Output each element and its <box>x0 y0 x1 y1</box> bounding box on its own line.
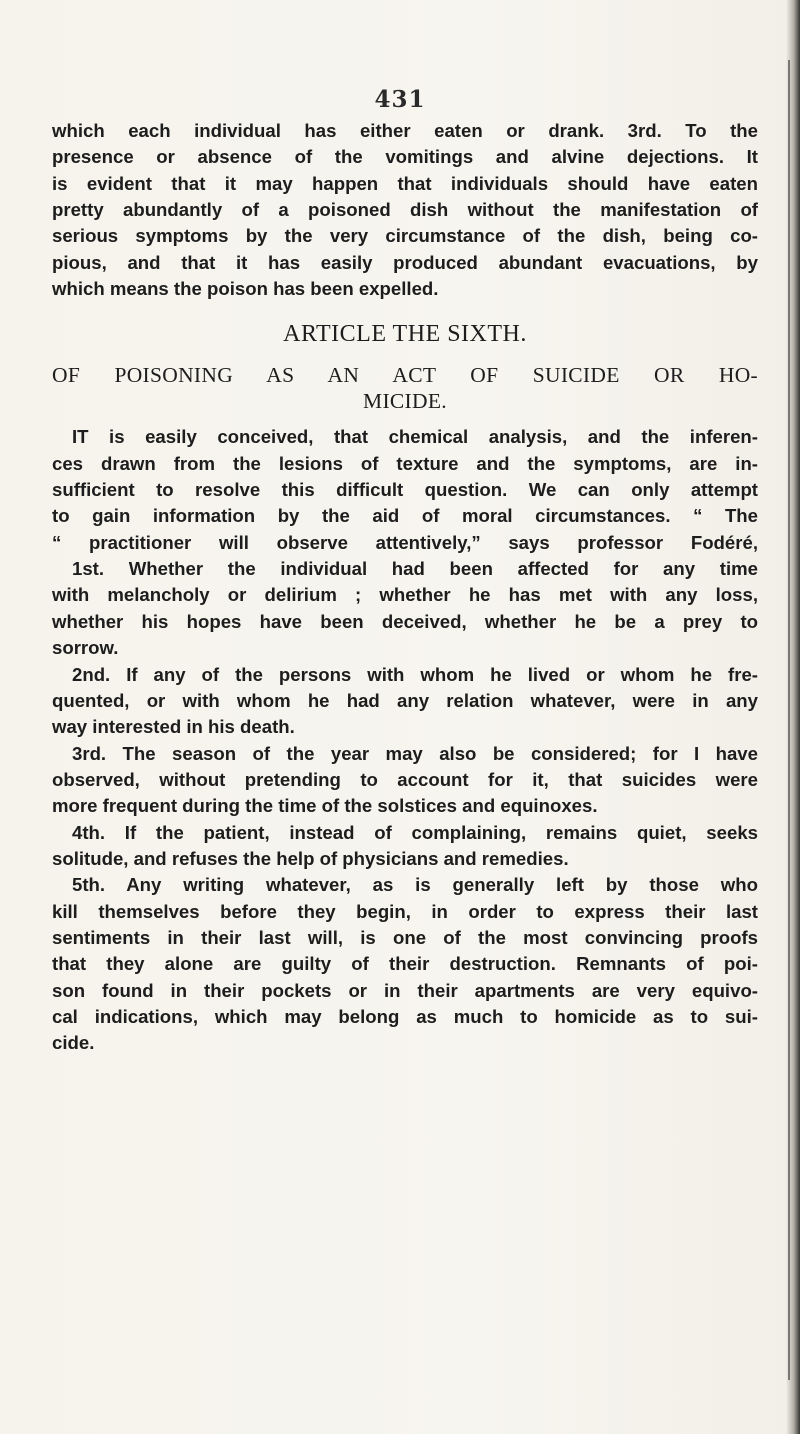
paragraph-5 <box>52 820 758 873</box>
text-line: which means the poison has been expelled. <box>52 278 439 300</box>
page-edge-line <box>788 60 790 1380</box>
text-line: solitude, and refuses the help of physicians and remedies. <box>52 847 569 869</box>
paragraph-2 <box>52 424 758 661</box>
text-line: “ practitioner will observe attentively,” says professor Fodéré, <box>52 531 758 553</box>
section-heading-line: OF POISONING AS AN ACT OF SUICIDE OR HO- <box>52 363 758 388</box>
text-line: cide. <box>52 1032 95 1054</box>
paragraph-1 <box>52 118 758 302</box>
page-number: 431 <box>374 86 426 113</box>
section-heading <box>52 362 758 414</box>
text-line: 5th. Any writing whatever, as is generally left by those who <box>72 874 758 896</box>
text-line: presence or absence of the vomitings and alvine dejections. It <box>52 146 758 168</box>
text-line: son found in their pockets or in their apartments are very equivo- <box>52 979 758 1001</box>
text-line: sufficient to resolve this difficult question. We can only attempt <box>52 479 758 501</box>
paragraph-3 <box>52 662 758 741</box>
text-line: to gain information by the aid of moral circumstances. “ The <box>52 505 758 527</box>
text-line: cal indications, which may belong as much to homicide as to sui- <box>52 1005 758 1027</box>
text-line: 4th. If the patient, instead of complaining, remains quiet, seeks <box>72 821 758 843</box>
text-line: 1st. Whether the individual had been affected for any time <box>72 558 758 580</box>
text-line: pious, and that it has easily produced abundant evacuations, by <box>52 251 758 273</box>
text-line: is evident that it may happen that individuals should have eaten <box>52 172 758 194</box>
page-body <box>52 118 758 1057</box>
text-line: 3rd. The season of the year may also be considered; for I have <box>72 742 758 764</box>
text-line: IT is easily conceived, that chemical analysis, and the inferen- <box>72 426 758 448</box>
text-line: which each individual has either eaten or drank. 3rd. To the <box>52 120 758 141</box>
text-line: with melancholy or delirium ; whether he has met with any loss, <box>52 584 758 606</box>
text-line: kill themselves before they begin, in order to express their last <box>52 900 758 922</box>
text-line: 2nd. If any of the persons with whom he lived or whom he fre- <box>72 663 758 685</box>
text-line: sentiments in their last will, is one of the most convincing proofs <box>52 926 758 948</box>
text-line: that they alone are guilty of their destruction. Remnants of poi- <box>52 953 758 975</box>
text-line: quented, or with whom he had any relation whatever, were in any <box>52 689 758 711</box>
text-line: ces drawn from the lesions of texture and the symptoms, are in- <box>52 452 758 474</box>
paragraph-4 <box>52 741 758 820</box>
text-line: serious symptoms by the very circumstance of the dish, being co- <box>52 225 758 247</box>
text-line: pretty abundantly of a poisoned dish without the manifestation of <box>52 199 758 221</box>
section-heading-line: MICIDE. <box>363 389 447 414</box>
text-line: observed, without pretending to account for it, that suicides were <box>52 768 758 790</box>
text-line: sorrow. <box>52 637 119 659</box>
text-line: more frequent during the time of the solstices and equinoxes. <box>52 795 598 817</box>
paragraph-6 <box>52 872 758 1056</box>
text-line: whether his hopes have been deceived, whether he be a prey to <box>52 610 758 632</box>
article-heading: ARTICLE THE SIXTH. <box>283 321 527 348</box>
text-line: way interested in his death. <box>52 716 295 738</box>
